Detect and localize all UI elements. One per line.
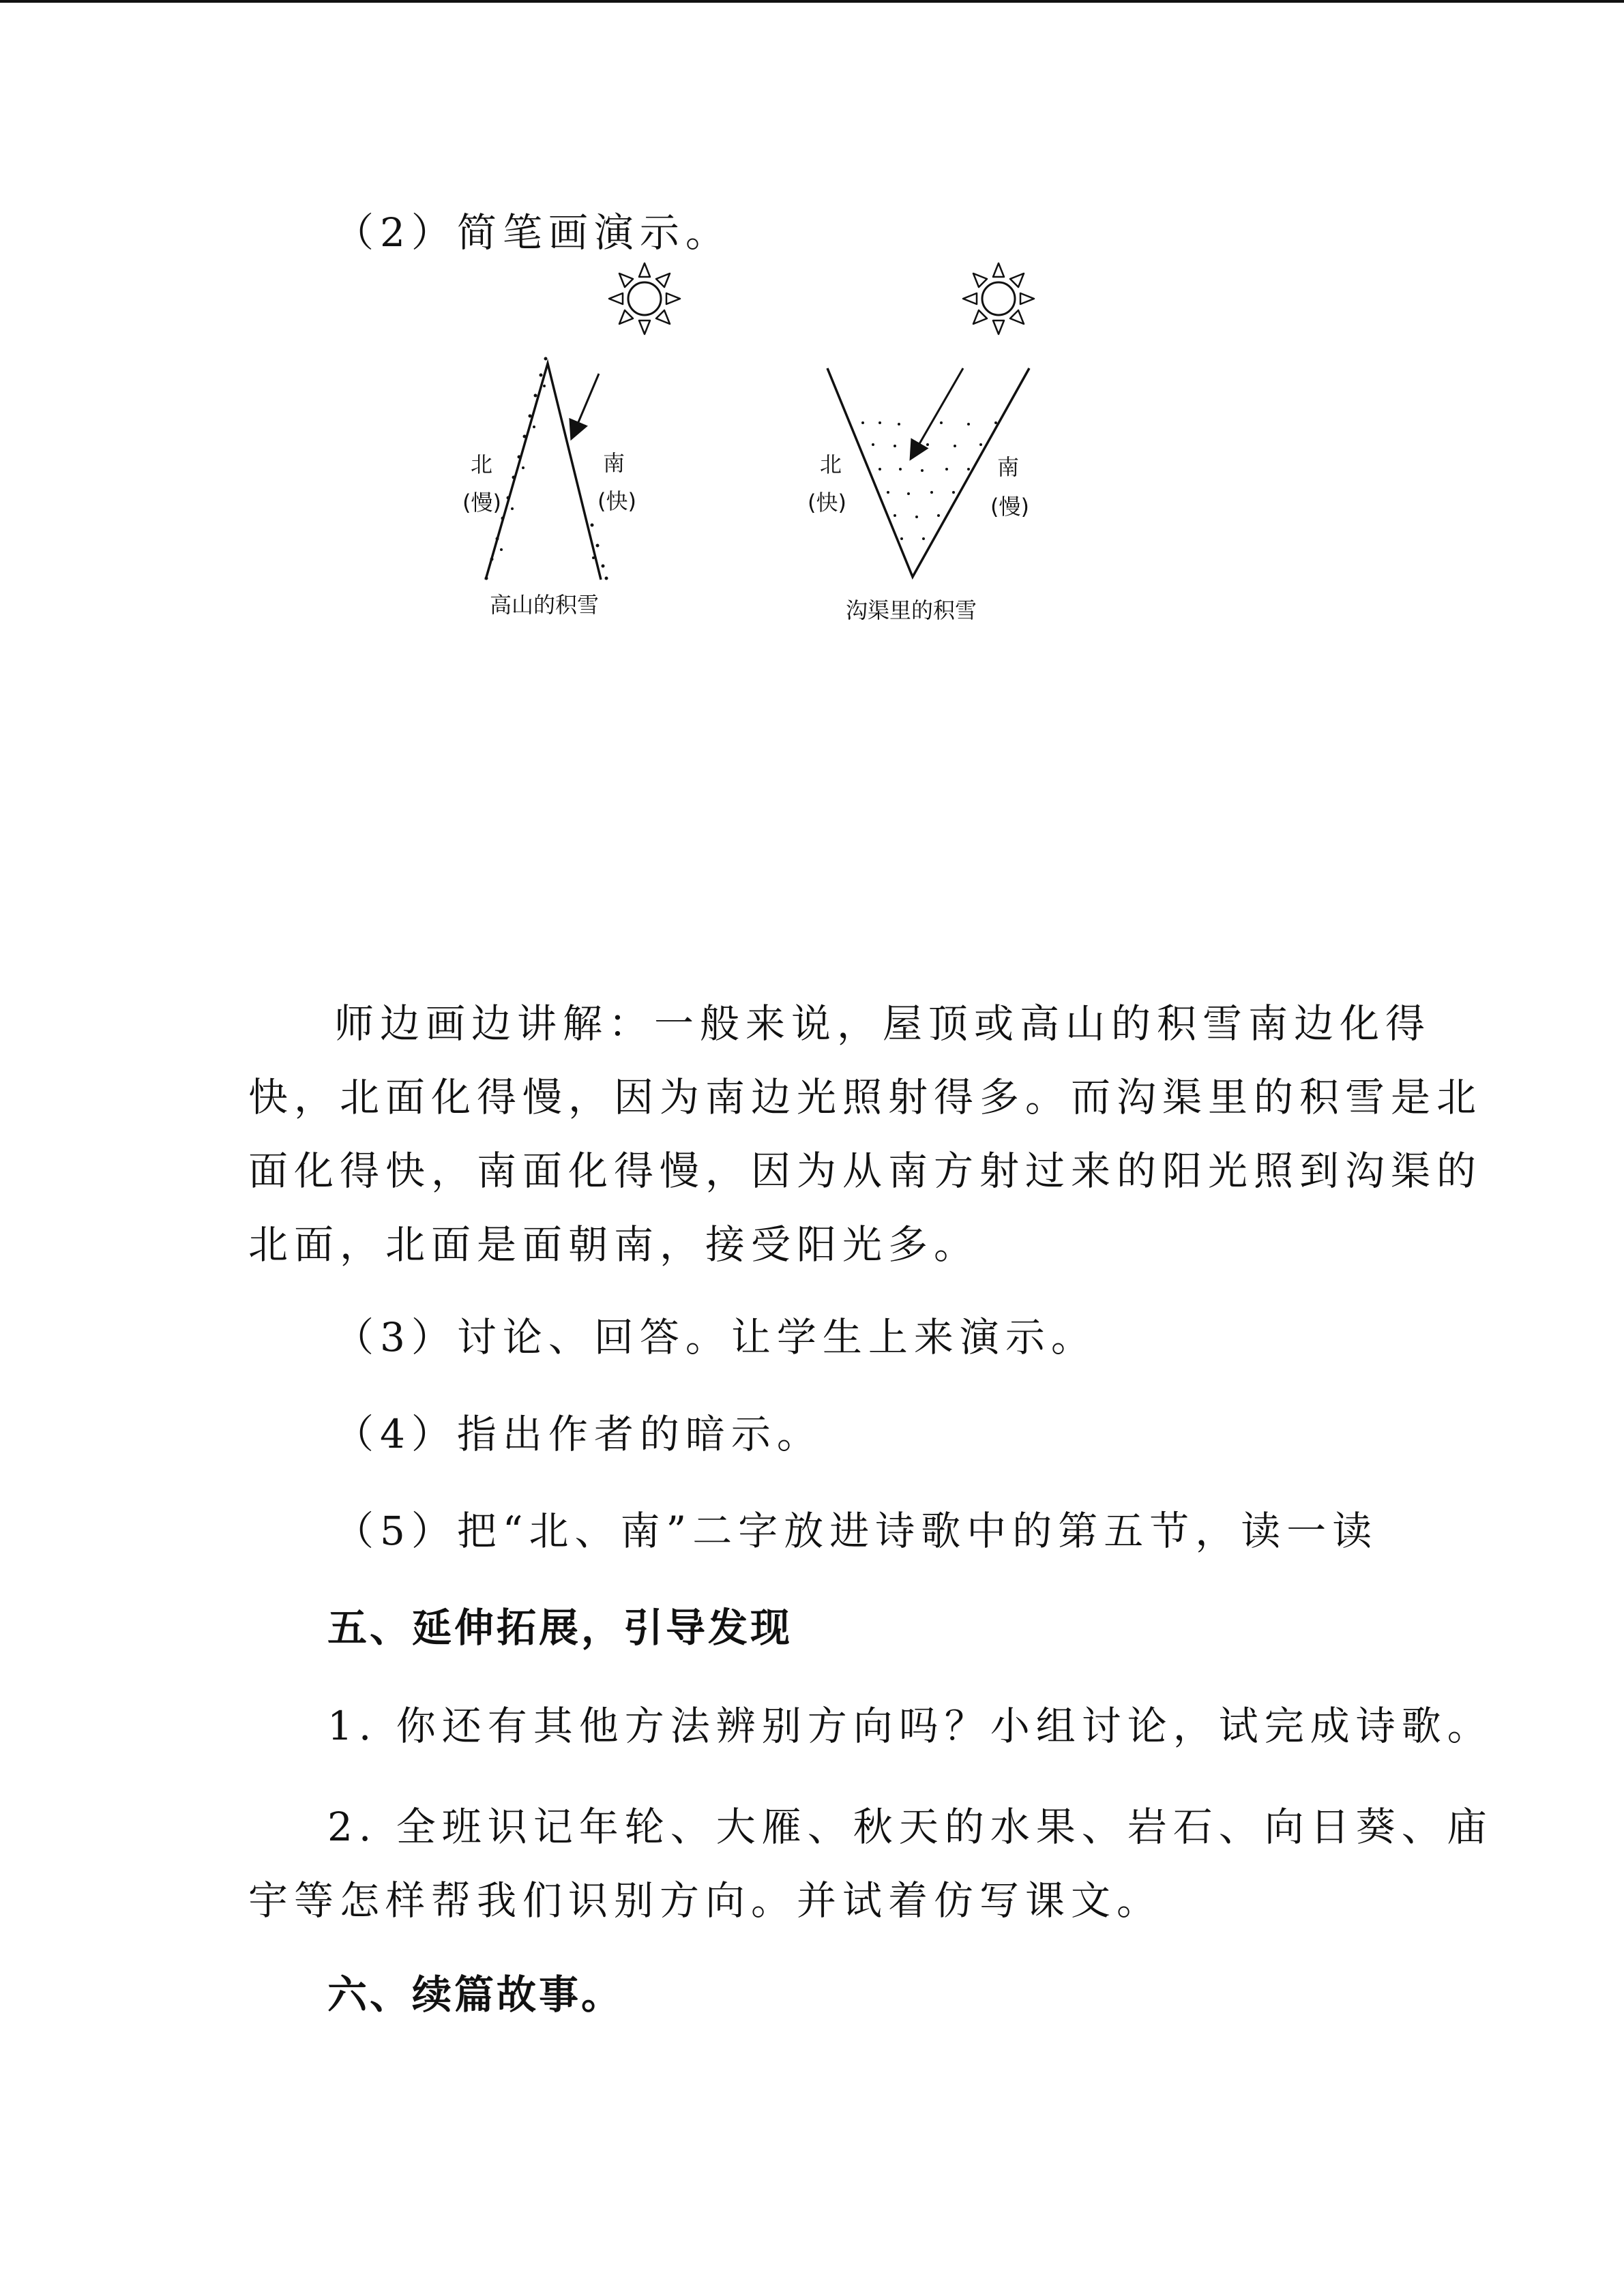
diagram-svg — [409, 252, 1091, 634]
gully-caption: 沟渠里的积雪 — [846, 597, 977, 623]
mountain-north-label: 北 — [471, 451, 493, 477]
step-2-demo: （2）简笔画演示。 — [334, 209, 731, 256]
snow-melting-diagram — [409, 252, 1091, 634]
mountain-south-note: (快) — [597, 488, 636, 514]
mountain-north-note: (慢) — [462, 490, 501, 516]
step-3-discussion: （3）讨论、回答。让学生上来演示。 — [334, 1314, 1097, 1360]
explanation-line-3: 面化得快，南面化得慢，因为从南方射过来的阳光照到沟渠的 — [248, 1148, 1483, 1194]
explanation-line-4: 北面，北面是面朝南，接受阳光多。 — [248, 1221, 980, 1268]
mountain-drawing — [462, 263, 680, 618]
gully-north-label: 北 — [820, 451, 842, 477]
explanation-line-2: 快，北面化得慢，因为南边光照射得多。而沟渠里的积雪是北 — [248, 1074, 1483, 1120]
gully-south-label: 南 — [997, 454, 1020, 480]
mountain-south-label: 南 — [603, 450, 625, 476]
sunlight-arrow — [913, 368, 963, 456]
mountain-caption: 高山的积雪 — [490, 592, 600, 618]
step-4-hint: （4）指出作者的暗示。 — [334, 1411, 823, 1457]
explanation-line-1: 师边画边讲解：一般来说，屋顶或高山的积雪南边化得 — [334, 1000, 1432, 1047]
section-heading-5: 五、延伸拓展，引导发现 — [327, 1605, 793, 1651]
gully-north-note: (快) — [808, 490, 846, 516]
sun-icon — [609, 263, 680, 334]
item-1-text: 1. 你还有其他方法辨别方向吗？小组讨论，试完成诗歌。 — [327, 1703, 1493, 1749]
item-2-line-2: 宇等怎样帮我们识别方向。并试着仿写课文。 — [248, 1877, 1163, 1924]
step-5-reading: （5）把“北、南”二字放进诗歌中的第五节，读一读 — [334, 1508, 1378, 1554]
gully-drawing — [808, 263, 1034, 623]
item-2-line-1: 2. 全班识记年轮、大雁、秋天的水果、岩石、向日葵、庙 — [327, 1804, 1493, 1850]
section-heading-6: 六、续篇故事。 — [327, 1971, 624, 2018]
sunlight-arrow — [573, 374, 599, 435]
sun-icon — [963, 263, 1034, 334]
gully-snow — [861, 421, 997, 540]
gully-south-note: (慢) — [990, 494, 1029, 520]
top-border — [0, 0, 1624, 3]
